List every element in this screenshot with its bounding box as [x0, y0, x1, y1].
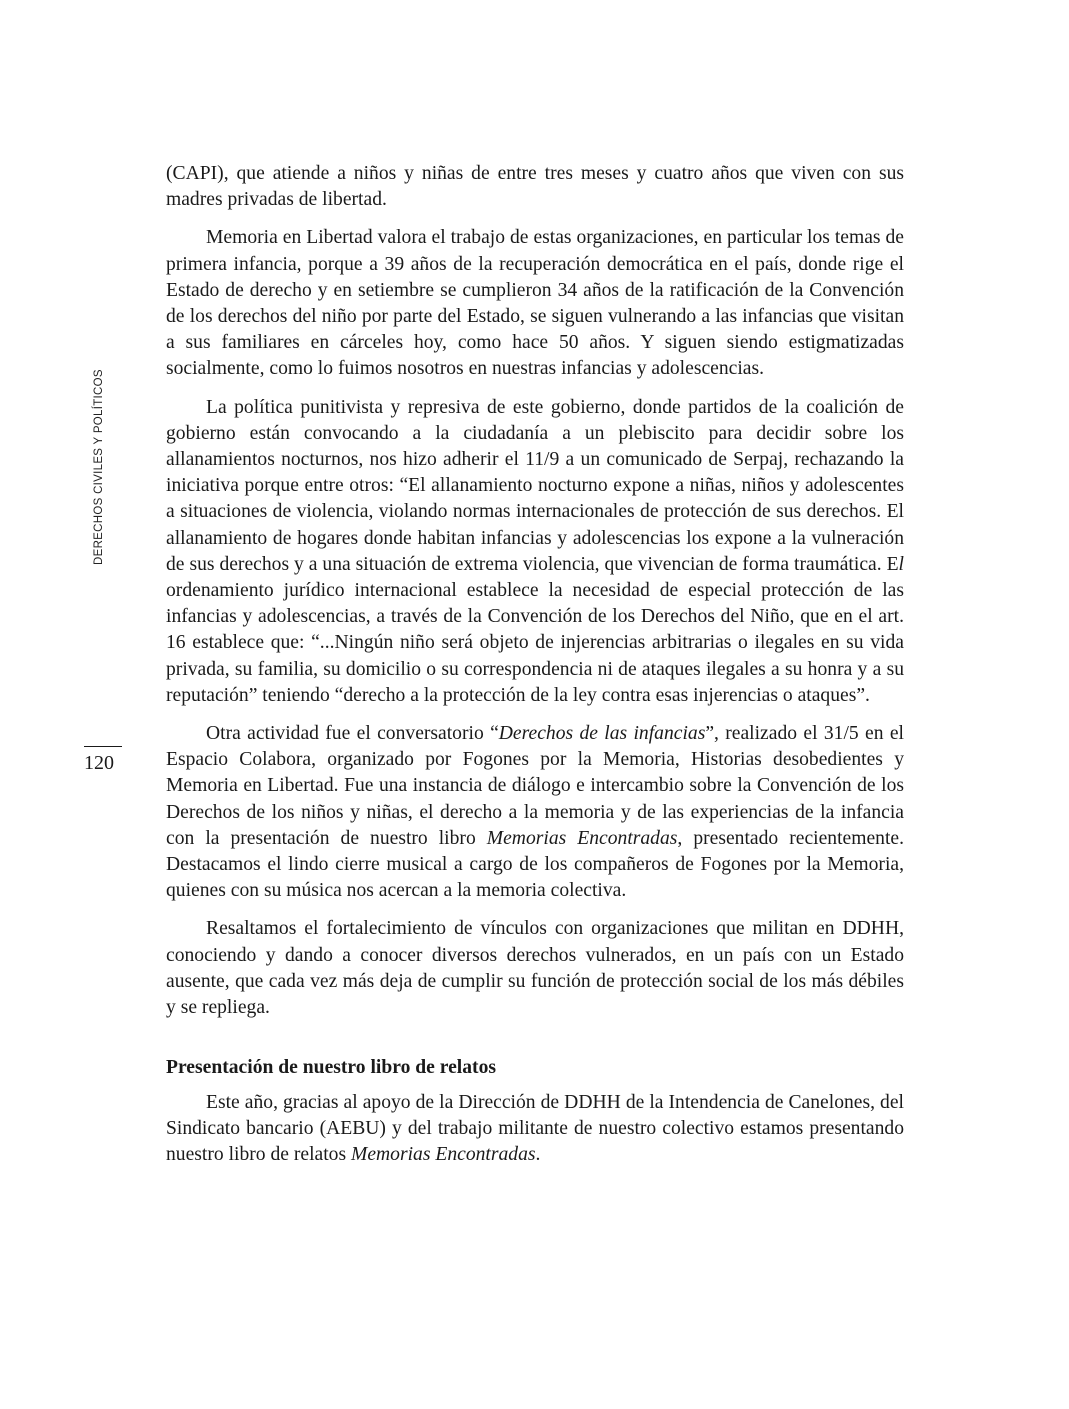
paragraph-3	[166, 395, 904, 709]
paragraph-2: Memoria en Libertad valora el trabajo de estas organizaciones, en particular los temas de primera infancia, porque a 39 años de la recuperación democrática en el país, donde rige el Estado de derecho y en setiembre se cumplieron 34 años de la ratificación de la Convención de los derechos del niño por parte del Estado, se siguen vulnerando a las infancias que visitan a sus familiares en cárceles hoy, como hace 50 años. Y siguen siendo estigmatizadas socialmente, como lo fuimos nosotros en nuestras infancias y adolescencias.	[166, 227, 904, 380]
paragraph-5: Resaltamos el fortalecimiento de vínculos con organizaciones que militan en DDHH, conociendo y dando a conocer diversos derechos vulnerados, en un país con un Estado ausente, que cada vez más deja de cumplir su función de protección social de los más débiles y se repliega.	[166, 918, 904, 1019]
paragraph-3-italic: l	[898, 553, 904, 575]
paragraph-4-part-c: , presentado recientemente. Destacamos el lindo cierre musical a cargo de los compañeros de Fogones por la Memoria, quienes con su música nos acercan a la memoria colectiva.	[166, 827, 904, 902]
paragraph-4-italic-title: Derechos de las infancias	[498, 723, 706, 745]
section-side-label: DERECHOS CIVILES Y POLÍTICOS	[93, 369, 105, 565]
paragraph-6-part-a: Este año, gracias al apoyo de la Dirección de DDHH de la Intendencia de Canelones, del Sindicato bancario (AEBU) y del trabajo militante de nuestro colectivo estamos presentando nuestro libro de relatos	[166, 1091, 904, 1165]
paragraph-3-part-b: ordenamiento jurídico internacional establece la necesidad de especial protección de las infancias y adolescencias, a través de la Convención de los Derechos del Niño, que en el art. 16 establece que: “...Ningún niño será objeto de injerencias arbitrarias o ilegales en su vida privada, su familia, su domicilio o su correspondencia ni de ataques ilegales a su honra y a su reputación” teniendo “derecho a la protección de la ley contra esas injerencias o ataques”.	[166, 580, 904, 706]
paragraph-4	[166, 721, 904, 904]
page-number: 120	[84, 752, 114, 774]
paragraph-3-part-a: La política punitivista y represiva de este gobierno, donde partidos de la coalición de gobierno están convocando a la ciudadanía a un plebiscito para decidir sobre los allanamientos nocturnos, nos hizo adherir el 11/9 a un comunicado de Serpaj, rechazando la iniciativa porque entre otros: “El allanamiento nocturno expone a niñas, niños y adolescentes a situaciones de violencia, violando normas internacionales de protección de sus derechos. El allanamiento de hogares donde habitan infancias y adolescencias los expone a la vulneración de sus derechos y a una situación de extrema violencia, que vivencian de forma traumática. E	[166, 396, 904, 575]
paragraph-1: (CAPI), que atiende a niños y niñas de entre tres meses y cuatro años que viven con sus madres privadas de libertad.	[166, 163, 904, 211]
paragraph-4-part-b: ”, realizado el 31/5 en el Espacio Colabora, organizado por Fogones por la Memoria, Historias desobedientes y Memoria en Libertad. Fue una instancia de diálogo e intercambio sobre la Convención de los Derechos de los niños y niñas, el derecho a la memoria y de las experiencias de la infancia con la presentación de nuestro libro	[166, 723, 904, 849]
paragraph-6-part-b: .	[535, 1143, 541, 1165]
paragraph-4-part-a: Otra actividad fue el conversatorio “	[206, 723, 499, 745]
paragraph-4-italic-book: Memorias Encontradas	[486, 827, 678, 849]
page-number-rule	[84, 746, 122, 747]
paragraph-6-italic-book: Memorias Encontradas	[351, 1143, 536, 1165]
paragraph-6	[166, 1090, 904, 1169]
section-heading: Presentación de nuestro libro de relatos	[166, 1057, 496, 1079]
body-text	[166, 161, 904, 1180]
